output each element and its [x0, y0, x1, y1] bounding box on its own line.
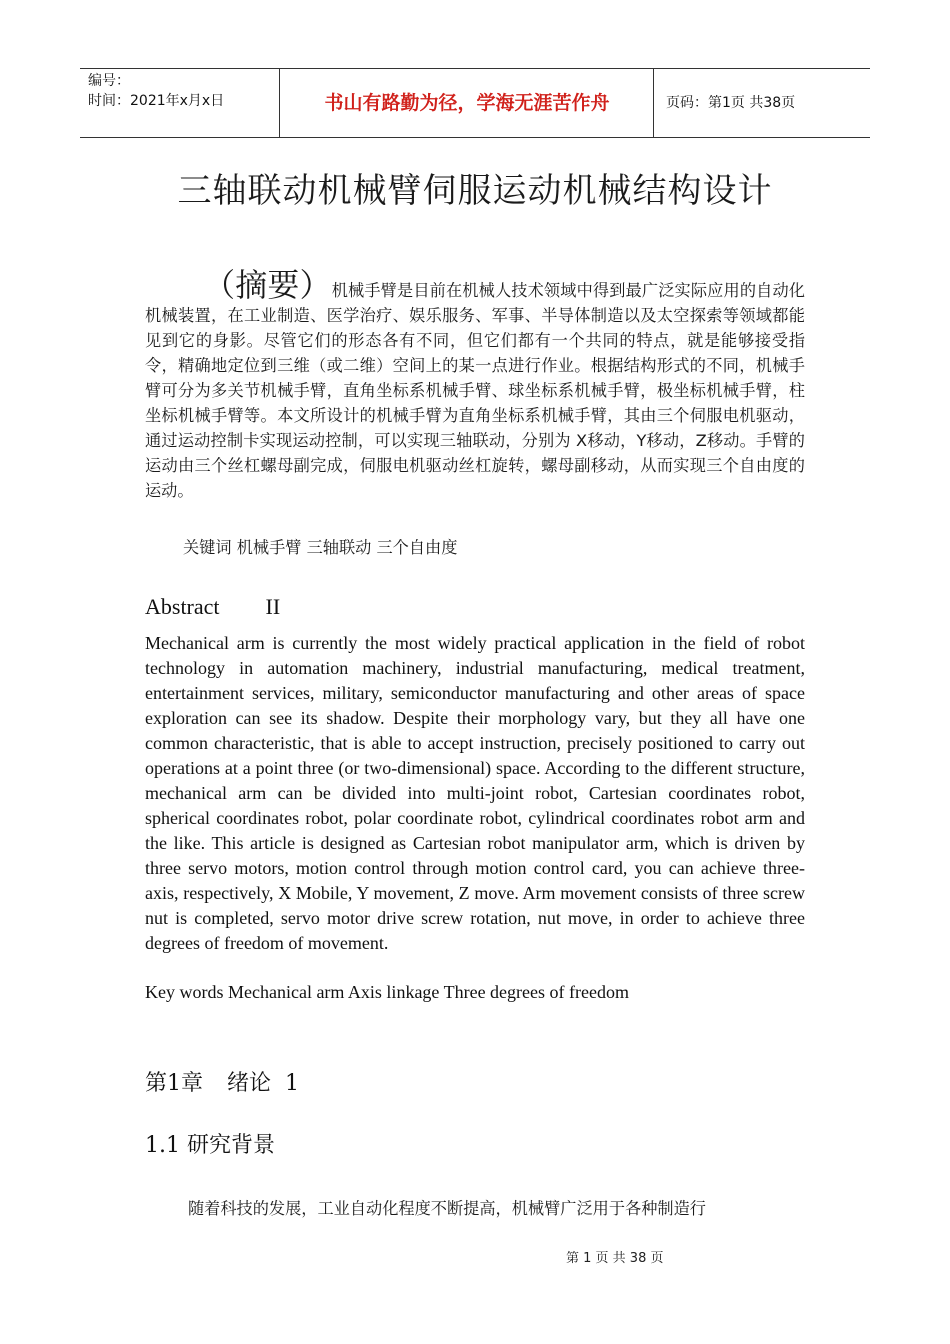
keywords-en: Key words Mechanical arm Axis linkage Three degrees of freedom — [145, 982, 629, 1002]
time-label: 时间：2021年x月x日 — [88, 93, 225, 109]
page-header — [80, 68, 870, 138]
chapter-heading — [145, 1066, 299, 1097]
section-heading: 1.1 研究背景 — [145, 1133, 275, 1158]
chapter-page: 1 — [285, 1071, 300, 1096]
abstract-cn-text: 机械手臂是目前在机械人技术领域中得到最广泛实际应用的自动化机械装置，在工业制造、医学治疗、娱乐服务、军事、半导体制造以及太空探索等领域都能见到它的身影。尽管它们的形态各有不同，但它们都有一个共同的特点，就是能够接受指令，精确地定位到三维（或二维）空间上的某一点进行作业。根据结构形式的不同，机械手臂可分为多关节机械手臂，直角坐标系机械手臂、球坐标系机械手臂，极坐标机械手臂，柱坐标机械手臂等。本文所设计的机械手臂为直角坐标系机械手臂，其由三个伺服电机驱动，通过运动控制卡实现运动控制，可以实现三轴联动，分别为 X移动，Y移动，Z移动。手臂的运动由三个丝杠螺母副完成，伺服电机驱动丝杠旋转，螺母副移动，从而实现三个自由度的运动。 — [145, 281, 805, 500]
abstract-cn — [145, 268, 805, 503]
body-paragraph: 随着科技的发展，工业自动化程度不断提高，机械臂广泛用于各种制造行 — [188, 1199, 706, 1218]
header-meta-cell — [80, 69, 280, 137]
page-footer: 第 1 页 共 38 页 — [566, 1251, 664, 1266]
document-title: 三轴联动机械臂伺服运动机械结构设计 — [177, 171, 773, 211]
abstract-en-title: Abstract — [145, 594, 220, 619]
abstract-en-number: II — [265, 594, 281, 619]
header-page-info: 页码：第1页 共38页 — [666, 95, 796, 111]
chapter-title: 绪论 — [227, 1071, 272, 1096]
chapter-label: 第1章 — [145, 1071, 203, 1096]
number-label: 编号： — [88, 73, 130, 89]
abstract-en-heading — [145, 594, 280, 620]
header-motto: 书山有路勤为径，学海无涯苦作舟 — [281, 69, 654, 137]
abstract-en-text: Mechanical arm is currently the most widely practical application in the field of robot technology in automation machinery, industrial manufacturing, medical treatment, entertainment services, military, semiconductor manufacturing and other areas of space exploration can see its shadow. Despite their morphology vary, but they all have one common characteristic, that is able to accept instruction, precisely positioned to carry out operations at a point three (or two-dimensional) space. According to the different structure, mechanical arm can be divided into multi-joint robot, Cartesian coordinates robot, spherical coordinates robot, polar coordinate robot, cylindrical coordinates robot arm and the like. This article is designed as Cartesian robot manipulator arm, which is driven by three servo motors, motion control through motion control card, you can achieve three-axis, respectively, X Mobile, Y movement, Z move. Arm movement consists of three screw nut is completed, servo motor drive screw rotation, nut move, in order to achieve three degrees of freedom of movement. — [145, 633, 805, 953]
keywords-cn: 关键词 机械手臂 三轴联动 三个自由度 — [183, 538, 458, 557]
abstract-cn-heading: （摘要） — [203, 266, 332, 304]
